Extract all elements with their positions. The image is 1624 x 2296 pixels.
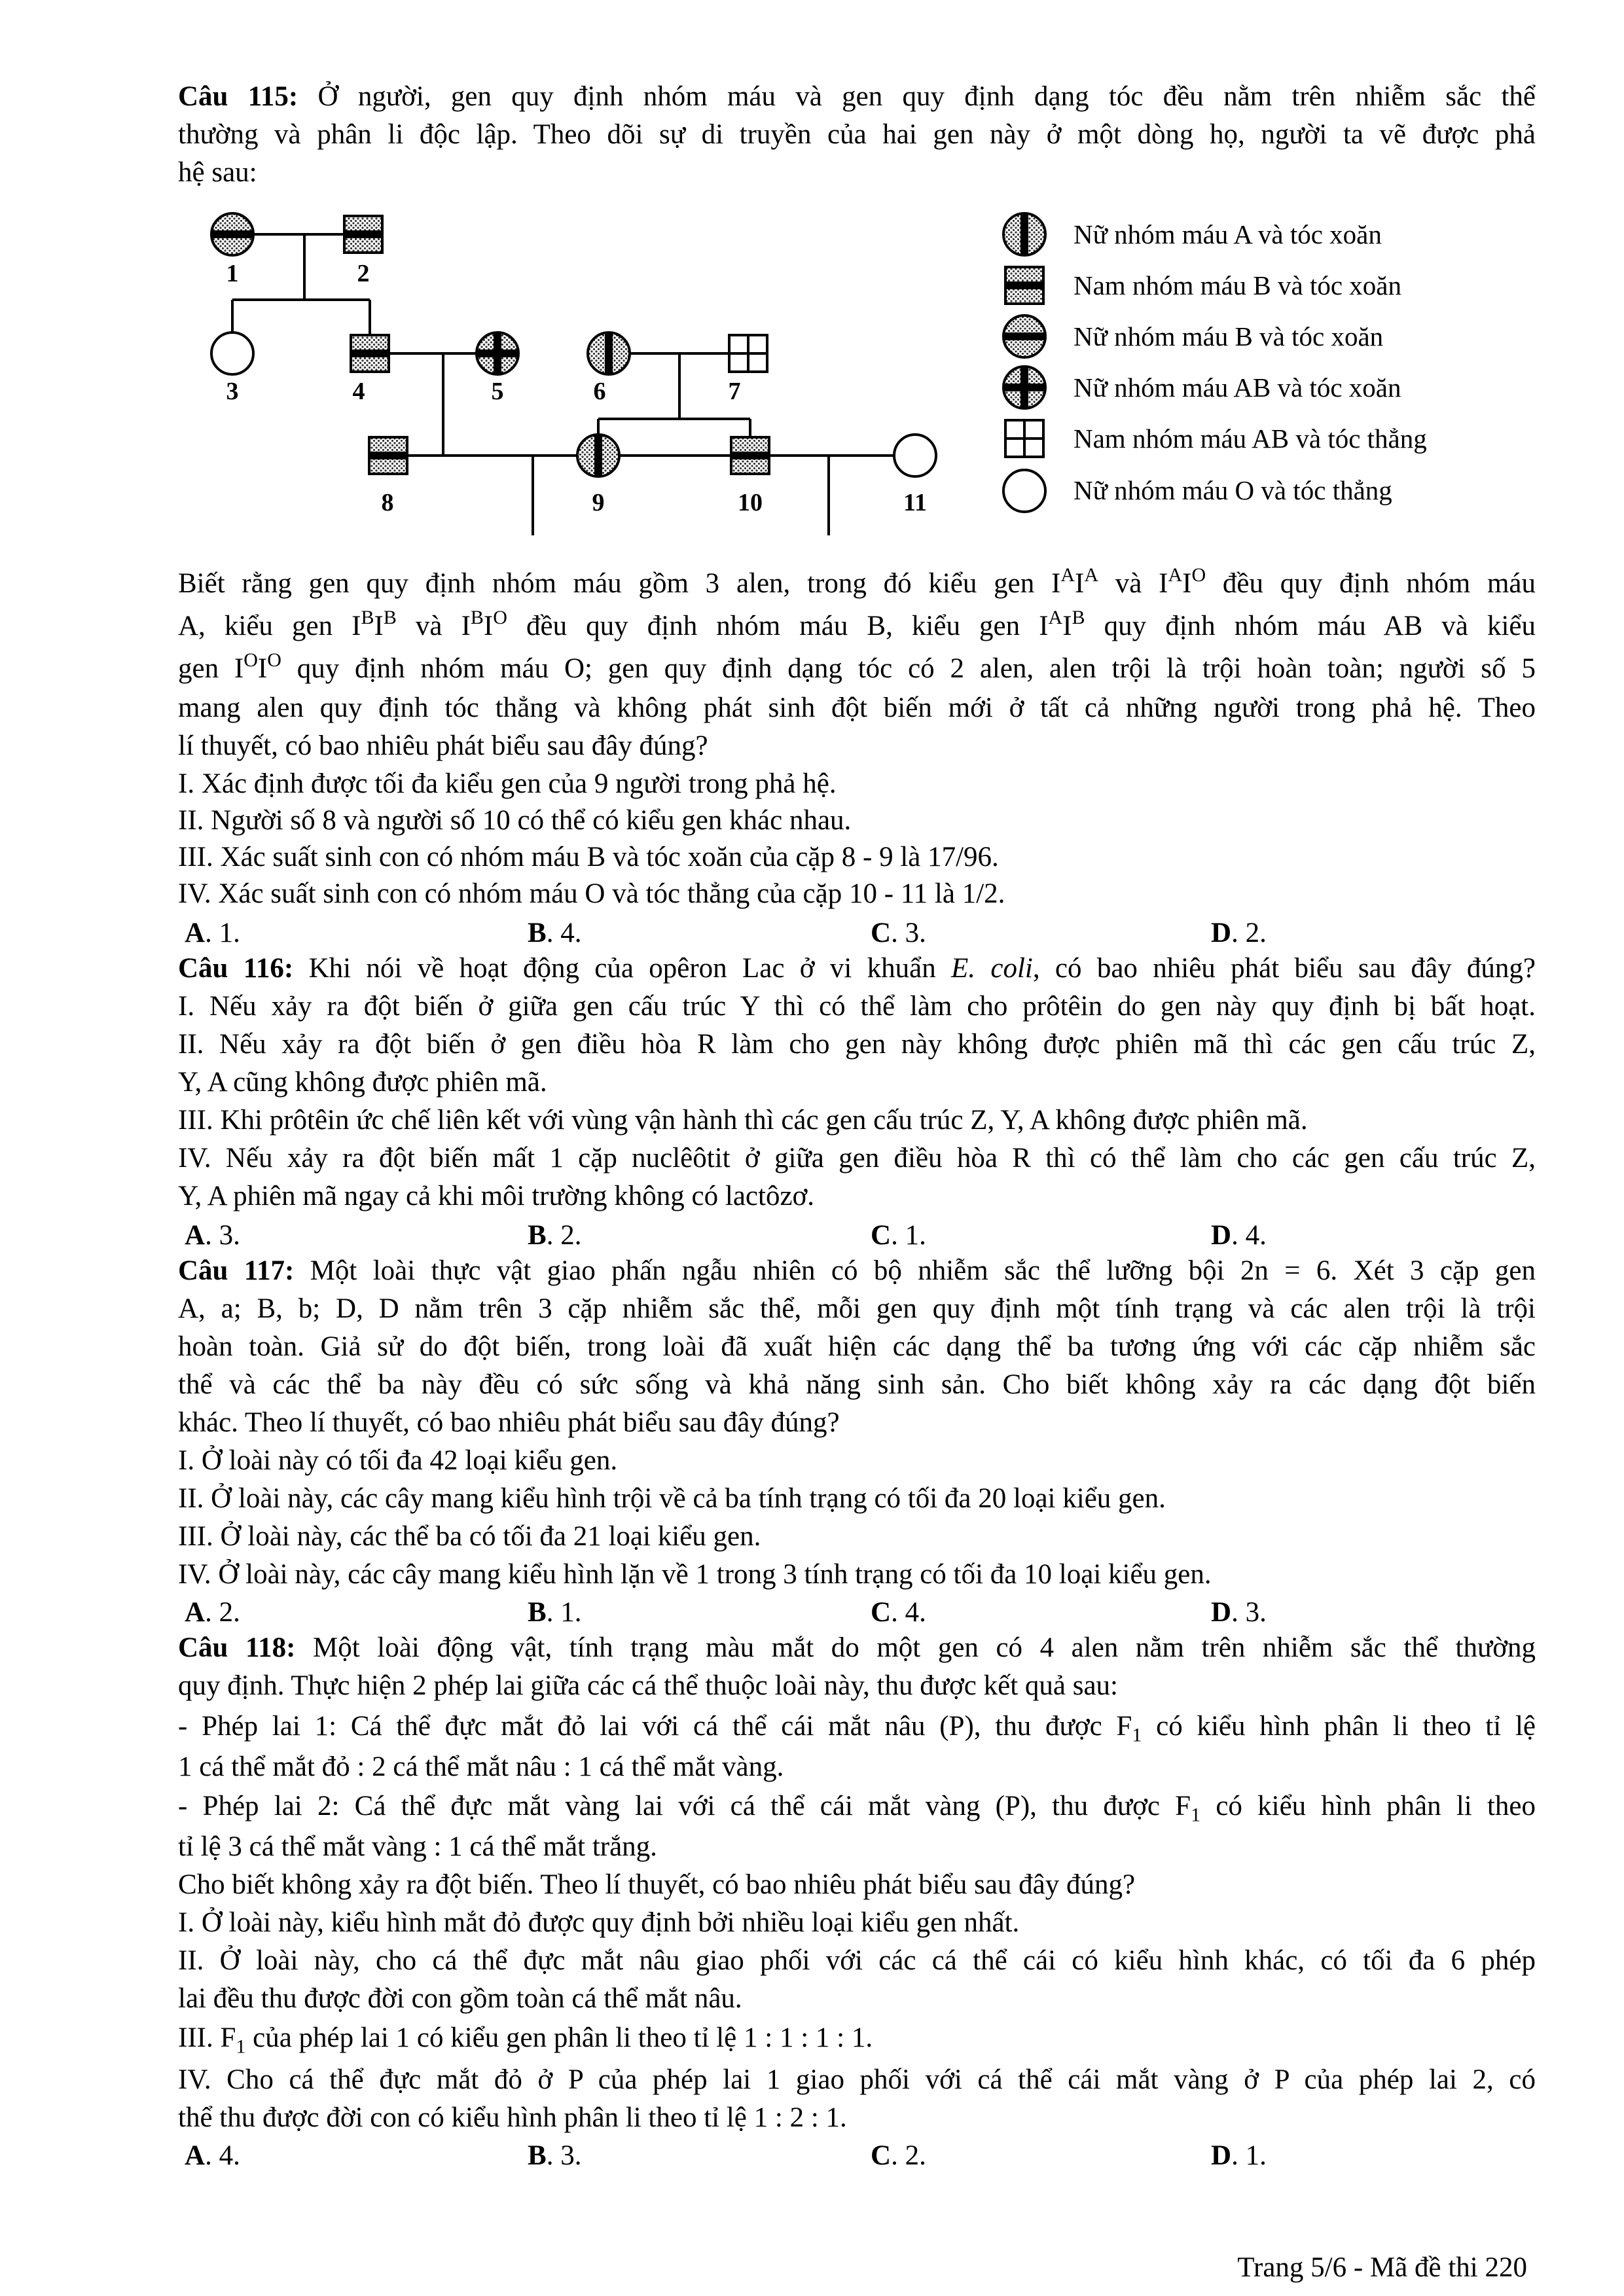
q118-option-a[interactable]: A. 4. — [185, 2140, 240, 2171]
pedigree-number-8: 8 — [381, 489, 394, 516]
q115-body-line-5: lí thuyết, có bao nhiêu phát biểu sau đây đúng? — [178, 730, 708, 761]
pedigree-person-4 — [351, 335, 389, 372]
pedigree-legend-symbols — [992, 208, 1057, 522]
pedigree-diagram — [196, 208, 969, 535]
q115-option-c[interactable]: C. 3. — [871, 918, 926, 948]
page-footer: Trang 5/6 - Mã đề thi 220 — [1237, 2252, 1527, 2283]
pedigree-number-7: 7 — [728, 378, 741, 405]
q115-statement-1: I. Xác định được tối đa kiểu gen của 9 người trong phả hệ. — [178, 768, 837, 799]
q118-option-c[interactable]: C. 2. — [871, 2140, 926, 2171]
q115-statement-4: IV. Xác suất sinh con có nhóm máu O và tóc thẳng của cặp 10 - 11 là 1/2. — [178, 878, 1005, 909]
q118-cross-1-line-2: 1 cá thể mắt đỏ : 2 cá thể mắt nâu : 1 cá thể mắt vàng. — [178, 1751, 784, 1782]
pedigree-number-6: 6 — [593, 378, 606, 405]
q117-options — [0, 1594, 1624, 1631]
q117-line-4: thể và các thể ba này đều có sức sống và khả năng sinh sản. Cho biết không xảy ra các dạng đột biến — [178, 1369, 1536, 1400]
legend-label-3: Nữ nhóm máu B và tóc xoăn — [1074, 321, 1384, 351]
q117-label: Câu 117: — [178, 1255, 295, 1286]
q115-option-d[interactable]: D. 2. — [1211, 918, 1267, 948]
q116-statement-4-line-2: Y, A phiên mã ngay cả khi môi trường không có lactôzơ. — [178, 1181, 815, 1211]
q115-statement-3: III. Xác suất sinh con có nhóm máu B và tóc xoăn của cặp 8 - 9 là 17/96. — [178, 842, 999, 872]
pedigree-number-3: 3 — [226, 378, 239, 405]
pedigree-person-7 — [729, 335, 767, 372]
q118-statement-3: III. $F_1$ của phép lai 1 có kiểu gen phân li theo tỉ lệ 1 : 1 : 1 : 1. — [178, 2022, 873, 2058]
pedigree-number-2: 2 — [357, 260, 370, 287]
pedigree-person-1 — [211, 213, 253, 255]
q115-intro-line-2: thường và phân li độc lập. Theo dõi sự di truyền của hai gen này ở một dòng họ, người ta vẽ được phả — [178, 119, 1536, 150]
q116-option-a[interactable]: A. 3. — [185, 1220, 240, 1251]
female-blood-a-curly-icon — [1003, 213, 1045, 255]
q116-intro: Câu 116: Khi nói về hoạt động của opêron Lac ở vi khuẩn E. coli, có bao nhiêu phát biểu sau đây đúng? — [178, 953, 1536, 984]
q117-option-b[interactable]: B. 1. — [528, 1597, 582, 1628]
q117-statement-2: II. Ở loài này, các cây mang kiểu hình trội về cả ba tính trạng có tối đa 20 loại kiểu gen. — [178, 1483, 1166, 1514]
pedigree-number-11: 11 — [903, 489, 927, 516]
q115-label: Câu 115: — [178, 81, 298, 112]
legend-label-6: Nữ nhóm máu O và tóc thẳng — [1074, 475, 1392, 505]
q115-option-a[interactable]: A. 1. — [185, 918, 240, 948]
q115-options — [0, 915, 1624, 952]
q115-statement-2: II. Người số 8 và người số 10 có thể có kiểu gen khác nhau. — [178, 805, 852, 836]
q118-statement-2-line-2: lai đều thu được đời con gồm toàn cá thể mắt nâu. — [178, 1983, 742, 2014]
q117-statement-4: IV. Ở loài này, các cây mang kiểu hình lặn về 1 trong 3 tính trạng có tối đa 10 loại kiểu gen. — [178, 1559, 1212, 1590]
q118-line-3: Cho biết không xảy ra đột biến. Theo lí thuyết, có bao nhiêu phát biểu sau đây đúng? — [178, 1869, 1136, 1900]
pedigree-person-9 — [533, 419, 619, 535]
pedigree-person-11 — [769, 435, 936, 535]
male-blood-b-curly-icon — [1005, 267, 1043, 304]
q118-statement-4-line-1: IV. Cho cá thể đực mắt đỏ ở P của phép lai 1 giao phối với cá thể cái mắt vàng ở P của phép lai 2, có — [178, 2064, 1536, 2095]
q118-options — [0, 2138, 1624, 2174]
q118-option-b[interactable]: B. 3. — [528, 2140, 582, 2171]
female-blood-ab-curly-icon — [1003, 367, 1045, 408]
pedigree-number-4: 4 — [352, 378, 365, 405]
q116-option-d[interactable]: D. 4. — [1211, 1220, 1267, 1251]
q118-line-1: Câu 118: Một loài động vật, tính trạng màu mắt do một gen có 4 alen nằm trên nhiễm sắc thể thường — [178, 1632, 1536, 1663]
q117-option-d[interactable]: D. 3. — [1211, 1597, 1267, 1628]
q117-option-a[interactable]: A. 2. — [185, 1597, 240, 1628]
q116-statement-4-line-1: IV. Nếu xảy ra đột biến mất 1 cặp nuclêôtit ở giữa gen điều hòa R thì có thể làm cho các gen cấu trúc Z, — [178, 1143, 1536, 1174]
q116-label: Câu 116: — [178, 953, 294, 984]
q118-cross-2-line-2: tỉ lệ 3 cá thể mắt vàng : 1 cá thể mắt trắng. — [178, 1831, 657, 1862]
q115-intro-line-3: hệ sau: — [178, 157, 257, 188]
pedigree-person-10 — [598, 419, 769, 474]
q117-line-5: khác. Theo lí thuyết, có bao nhiêu phát biểu sau đây đúng? — [178, 1407, 840, 1438]
q115-body-line-1: Biết rằng gen quy định nhóm máu gồm 3 alen, trong đó kiểu gen $I^AI^A$ và $I^AI^O$ đều quy định nhóm máu — [178, 564, 1536, 599]
q115-body-line-3: gen $I^OI^O$ quy định nhóm máu O; gen quy định dạng tóc có 2 alen, alen trội là trội hoàn toàn; người số 5 — [178, 649, 1536, 684]
q116-statement-2-line-1: II. Nếu xảy ra đột biến ở gen điều hòa R làm cho gen này không được phiên mã thì các gen cấu trúc Z, — [178, 1029, 1536, 1060]
female-blood-o-straight-icon — [1003, 470, 1045, 512]
q117-option-c[interactable]: C. 4. — [871, 1597, 926, 1628]
legend-label-5: Nam nhóm máu AB và tóc thẳng — [1074, 423, 1427, 454]
q116-options — [0, 1217, 1624, 1254]
female-blood-b-curly-icon — [1003, 315, 1045, 357]
pedigree-number-9: 9 — [592, 489, 605, 516]
q117-statement-1: I. Ở loài này có tối đa 42 loại kiểu gen. — [178, 1445, 618, 1476]
pedigree-person-2 — [344, 216, 382, 253]
q118-cross-2-line-1: - Phép lai 2: Cá thể đực mắt vàng lai với cá thể cái mắt vàng (P), thu được $F_1$ có kiểu hình phân li theo — [178, 1791, 1536, 1826]
q115-body-line-2: A, kiểu gen $I^BI^B$ và $I^BI^O$ đều quy định nhóm máu B, kiểu gen $I^AI^B$ quy định nhóm máu AB và kiểu — [178, 606, 1536, 641]
q116-statement-2-line-2: Y, A cũng không được phiên mã. — [178, 1067, 547, 1098]
q116-option-c[interactable]: C. 1. — [871, 1220, 926, 1251]
q118-statement-4-line-2: thể thu được đời con có kiểu hình phân li theo tỉ lệ 1 : 2 : 1. — [178, 2102, 847, 2133]
q116-option-b[interactable]: B. 2. — [528, 1220, 582, 1251]
q115-intro-text-1: Ở người, gen quy định nhóm máu và gen quy định dạng tóc đều nằm trên nhiễm sắc thể — [317, 81, 1536, 112]
legend-label-1: Nữ nhóm máu A và tóc xoăn — [1074, 219, 1382, 249]
q117-line-1: Câu 117: Một loài thực vật giao phấn ngẫu nhiên có bộ nhiễm sắc thể lưỡng bội 2n = 6. Xét 3 cặp gen — [178, 1255, 1536, 1286]
q116-statement-3: III. Khi prôtêin ức chế liên kết với vùng vận hành thì các gen cấu trúc Z, Y, A không được phiên mã. — [178, 1105, 1308, 1136]
q118-line-2: quy định. Thực hiện 2 phép lai giữa các cá thể thuộc loài này, thu được kết quả sau: — [178, 1670, 1118, 1701]
q118-cross-1-line-1: - Phép lai 1: Cá thể đực mắt đỏ lai với cá thể cái mắt nâu (P), thu được $F_1$ có kiểu hình phân li theo tỉ lệ — [178, 1711, 1536, 1746]
q118-statement-1: I. Ở loài này, kiểu hình mắt đỏ được quy định bởi nhiều loại kiểu gen nhất. — [178, 1907, 1020, 1938]
pedigree-person-8 — [369, 437, 407, 474]
pedigree-number-10: 10 — [738, 489, 763, 516]
q115-body-line-4: mang alen quy định tóc thẳng và không phát sinh đột biến mới ở tất cả những người trong phả hệ. Theo — [178, 692, 1536, 723]
q118-label: Câu 118: — [178, 1632, 296, 1663]
pedigree-person-6 — [588, 332, 630, 374]
legend-label-4: Nữ nhóm máu AB và tóc xoăn — [1074, 372, 1401, 403]
q117-line-2: A, a; B, b; D, D nằm trên 3 cặp nhiễm sắc thể, mỗi gen quy định một tính trạng và các alen trội là trội — [178, 1293, 1536, 1324]
q117-statement-3: III. Ở loài này, các thể ba có tối đa 21 loại kiểu gen. — [178, 1521, 761, 1552]
pedigree-number-1: 1 — [226, 260, 239, 287]
male-blood-ab-straight-icon — [1005, 420, 1043, 457]
q115-option-b[interactable]: B. 4. — [528, 918, 582, 948]
q118-statement-2-line-1: II. Ở loài này, cho cá thể đực mắt nâu giao phối với các cá thể cái có kiểu hình khác, có tối đa 6 phép — [178, 1945, 1536, 1976]
q117-line-3: hoàn toàn. Giả sử do đột biến, trong loài đã xuất hiện các dạng thể ba tương ứng với các cặp nhiễm sắc — [178, 1331, 1536, 1362]
q115-intro-line-1 — [178, 79, 1536, 115]
pedigree-person-3 — [211, 332, 253, 374]
pedigree-number-5: 5 — [491, 378, 504, 405]
legend-label-2: Nam nhóm máu B và tóc xoăn — [1074, 270, 1402, 300]
pedigree-person-5 — [477, 332, 518, 374]
q118-option-d[interactable]: D. 1. — [1211, 2140, 1267, 2171]
q116-statement-1: I. Nếu xảy ra đột biến ở giữa gen cấu trúc Y thì có thể làm cho prôtêin do gen này quy định bị bất hoạt. — [178, 991, 1536, 1022]
